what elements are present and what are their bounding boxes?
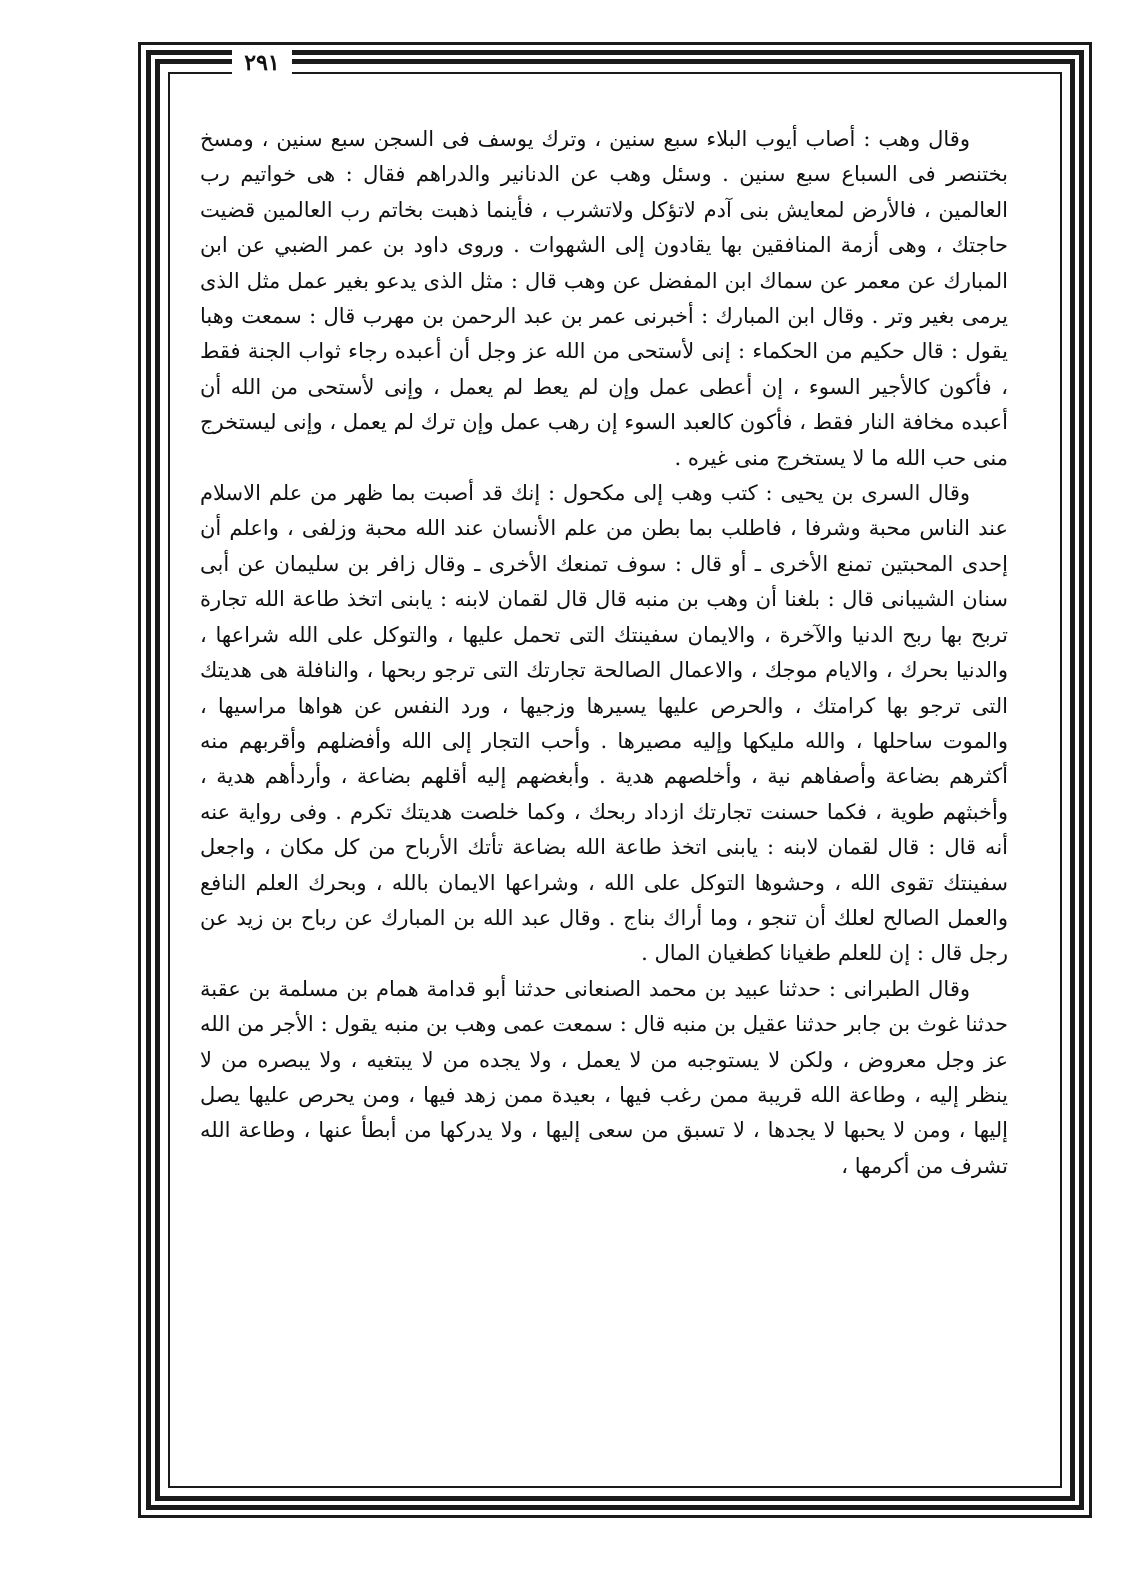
page-body <box>200 122 1008 1184</box>
paragraph-2: وقال السرى بن يحيى : كتب وهب إلى مكحول : إنك قد أصبت بما ظهر من علم الاسلام عند الناس محبة وشرفا ، فاطلب بما بطن من علم الأنسان عند الله محبة وزلفى ، واعلم أن إحدى المحبتين تمنع الأخرى ـ أو قال : سوف تمنعك الأخرى ـ وقال زافر بن سليمان عن أبى سنان الشيبانى قال : بلغنا أن وهب بن منبه قال قال لقمان لابنه : يابنى اتخذ طاعة الله تجارة تربح بها ربح الدنيا والآخرة ، والايمان سفينتك التى تحمل عليها ، والتوكل على الله شراعها ، والدنيا بحرك ، والايام موجك ، والاعمال الصالحة تجارتك التى ترجو ربحها ، والنافلة هى هديتك التى ترجو بها كرامتك ، والحرص عليها يسيرها وزجيها ، ورد النفس عن هواها مراسيها ، والموت ساحلها ، والله مليكها وإليه مصيرها . وأحب التجار إلى الله وأفضلهم وأقربهم منه أكثرهم بضاعة وأصفاهم نية ، وأخلصهم هدية . وأبغضهم إليه أقلهم بضاعة ، وأردأهم هدية ، وأخبثهم طوية ، فكما حسنت تجارتك ازداد ربحك ، وكما خلصت هديتك تكرم . وفى رواية عنه أنه قال : قال لقمان لابنه : يابنى اتخذ طاعة الله بضاعة تأتك الأرباح من كل مكان ، واجعل سفينتك تقوى الله ، وحشوها التوكل على الله ، وشراعها الايمان بالله ، وبحرك العلم النافع والعمل الصالح لعلك أن تنجو ، وما أراك بناج . وقال عبد الله بن المبارك عن رباح بن زيد عن رجل قال : إن للعلم طغيانا كطغيان المال . <box>200 481 1008 966</box>
paragraph-1: وقال وهب : أصاب أيوب البلاء سبع سنين ، وترك يوسف فى السجن سبع سنين ، ومسخ بختنصر فى السباع سبع سنين . وسئل وهب عن الدنانير والدراهم فقال : هى خواتيم رب العالمين ، فالأرض لمعايش بنى آدم لاتؤكل ولاتشرب ، فأينما ذهبت بخاتم رب العالمين قضيت حاجتك ، وهى أزمة المنافقين بها يقادون إلى الشهوات . وروى داود بن عمر الضبي عن ابن المبارك عن معمر عن سماك ابن المفضل عن وهب قال : مثل الذى يدعو بغير عمل مثل الذى يرمى بغير وتر . وقال ابن المبارك : أخبرنى عمر بن عبد الرحمن بن مهرب قال : سمعت وهبا يقول : قال حكيم من الحكماء : إنى لأستحى من الله عز وجل أن أعبده رجاء ثواب الجنة فقط ، فأكون كالأجير السوء ، إن أعطى عمل وإن لم يعط لم يعمل ، وإنى لأستحى من الله أن أعبده مخافة النار فقط ، فأكون كالعبد السوء إن رهب عمل وإن ترك لم يعمل ، وإنى ليستخرج منى حب الله ما لا يستخرج منى غيره . <box>200 127 1008 470</box>
page-number: ٢٩١ <box>232 50 292 76</box>
paragraph-3: وقال الطبرانى : حدثنا عبيد بن محمد الصنعانى حدثنا أبو قدامة همام بن مسلمة بن عقبة حدثنا غوث بن جابر حدثنا عقيل بن منبه قال : سمعت عمى وهب بن منبه يقول : الأجر من الله عز وجل معروض ، ولكن لا يستوجبه من لا يعمل ، ولا يجده من لا يبتغيه ، ولا يبصره من لا ينظر إليه ، وطاعة الله قريبة ممن رغب فيها ، بعيدة ممن زهد فيها ، ومن يحرص عليها يصل إليها ، ومن لا يحبها لا يجدها ، لا تسبق من سعى إليها ، ولا يدركها من أبطأ عنها ، وطاعة الله تشرف من أكرمها ، <box>200 976 1008 1178</box>
